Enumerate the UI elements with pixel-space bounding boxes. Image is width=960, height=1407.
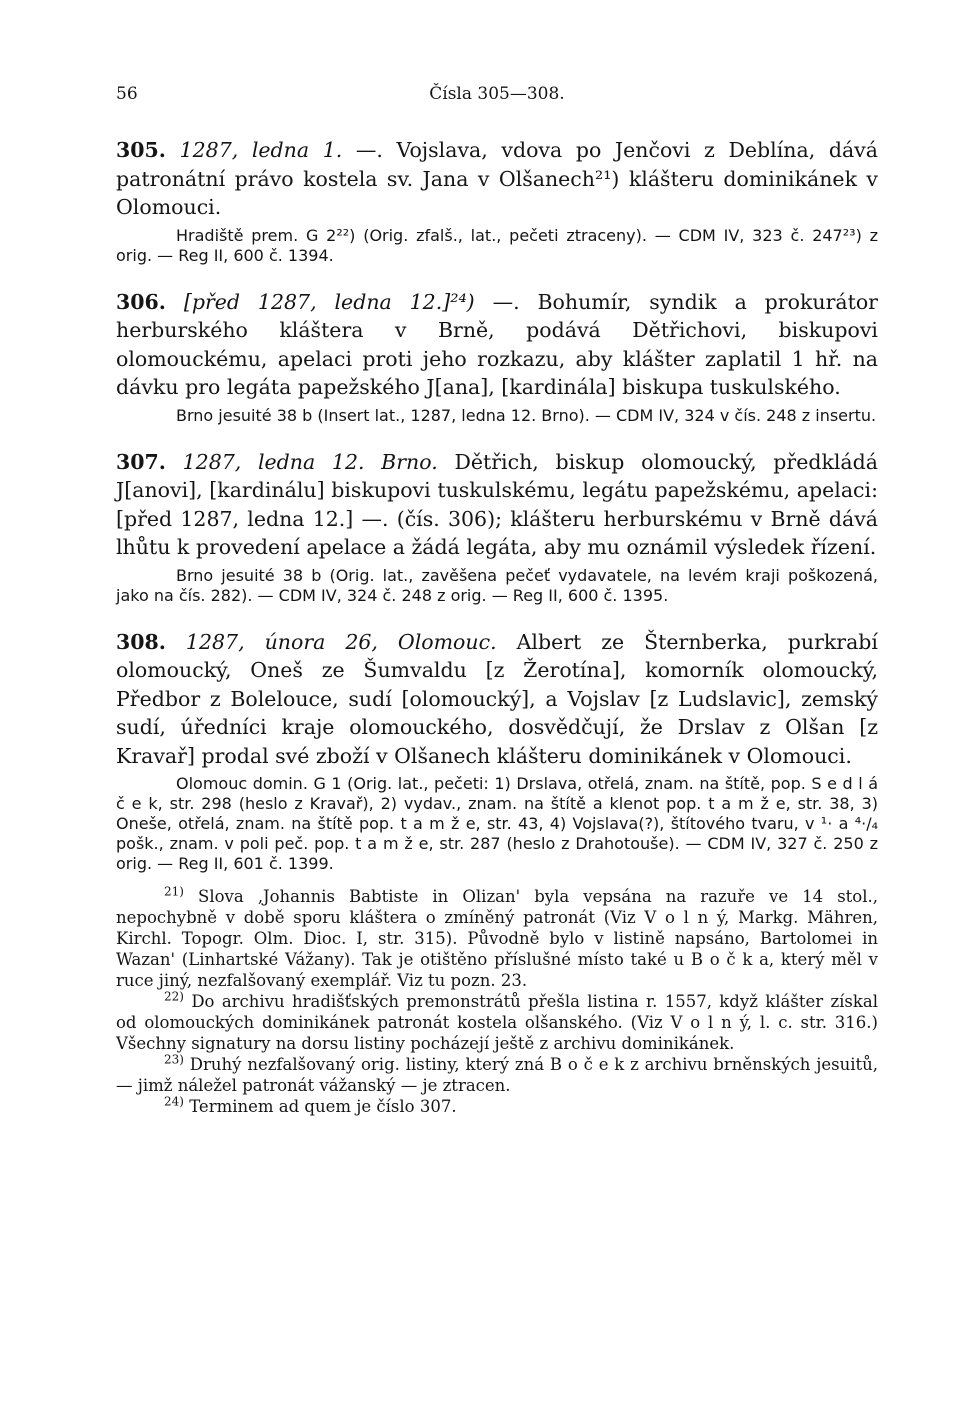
- page-number: 56: [116, 84, 138, 104]
- entry-date: 1287, února 26, Olomouc.: [185, 629, 497, 654]
- footnote-text: Slova ‚Johannis Babtiste in Olizan' byla vepsána na razuře ve 14 stol., nepochybně v době sporu kláštera o zmíněný patronát (Viz V o l n ý, Markg. Mähren, Kirchl. Topogr. Olm. Dioc. I, str. 315). Původně bylo v listině napsáno, Bartolomei in Wazan' (Linhartské Vážany). Tak je otištěno příslušné místo také u B o č k a, který měl v ruce jiný, nezfalšovaný exemplář. Viz tu pozn. 23.: [116, 887, 878, 990]
- footnote-text: Do archivu hradišťských premonstrátů přešla listina r. 1557, když klášter získal od olomouckých dominikánek patronát kostela olšanského. (Viz V o l n ý, l. c. str. 316.) Všechny signatury na dorsu listiny pocházejí ještě z archivu dominikánek.: [116, 992, 878, 1053]
- entry-text: Dětřich, biskup olomoucký, předkládá J[anovi], [kardinálu] biskupovi tuskulskému, legátu papežskému, apelaci: [před 1287, ledna 12.] —. (čís. 306); klášteru herburskému v Brně dává lhůtu k provedení apelace a žádá legáta, aby mu oznámil výsledek řízení.: [116, 449, 878, 559]
- entry-body: [116, 448, 878, 562]
- entry-source: [116, 566, 878, 606]
- entry-body: [116, 628, 878, 771]
- entry-text: —. Vojslava, vdova po Jenčovi z Deblína, dává patronátní právo kostela sv. Jana v Olšanech²¹) klášteru dominikánek v Olomouci.: [116, 138, 878, 219]
- running-head: [116, 84, 878, 114]
- entry-307: [116, 448, 878, 606]
- entry-date: 1287, ledna 1.: [179, 138, 343, 162]
- entry-source: [116, 774, 878, 874]
- entry-date: [před 1287, ledna 12.]²⁴): [183, 289, 475, 314]
- footnote-24: [116, 1096, 878, 1117]
- entry-305: [116, 136, 878, 266]
- footnote-mark: 24): [164, 1094, 184, 1109]
- entry-306: [116, 288, 878, 426]
- entry-source: [116, 406, 878, 426]
- footnote-text: Druhý nezfalšovaný orig. listiny, který zná B o č e k z archivu brněnských jesuitů, — jimž náležel patronát vážanský — je ztracen.: [116, 1055, 879, 1095]
- entry-body: [116, 136, 878, 222]
- footnotes: [116, 886, 878, 1117]
- running-title: Čísla 305—308.: [429, 84, 565, 104]
- footnote-mark: 21): [164, 884, 184, 899]
- entry-number: 308.: [116, 629, 166, 654]
- entry-source-text: Hradiště prem. G 2²²) (Orig. zfalš., lat., pečeti ztraceny). — CDM IV, 323 č. 247²³) z orig. — Reg II, 600 č. 1394.: [116, 225, 878, 265]
- footnote-22: [116, 991, 878, 1054]
- entry-source: [116, 226, 878, 266]
- footnote-mark: 23): [164, 1052, 184, 1067]
- entry-source-text: Brno jesuité 38 b (Orig. lat., zavěšena pečeť vydavatele, na levém kraji poškozená, jako na čís. 282). — CDM IV, 324 č. 248 z orig. — Reg II, 600 č. 1395.: [116, 565, 878, 605]
- footnote-mark: 22): [164, 989, 184, 1004]
- document-page: [116, 84, 878, 1117]
- entry-date: 1287, ledna 12. Brno.: [182, 449, 438, 474]
- footnote-23: [116, 1054, 878, 1096]
- entry-number: 305.: [116, 138, 166, 162]
- entry-number: 307.: [116, 449, 166, 474]
- entry-body: [116, 288, 878, 402]
- entry-source-text: Brno jesuité 38 b (Insert lat., 1287, ledna 12. Brno). — CDM IV, 324 v čís. 248 z insertu.: [176, 405, 877, 425]
- entry-text: Albert ze Šternberka, purkrabí olomoucký, Oneš ze Šumvaldu [z Žerotína], komorník olomoucký, Předbor z Bolelouce, sudí [olomoucký], a Vojslav [z Ludslavic], zemský sudí, úředníci kraje olomouckého, dosvědčují, že Drslav z Olšan [z Kravař] prodal své zboží v Olšanech klášteru dominikánek v Olomouci.: [116, 629, 878, 768]
- entry-308: [116, 628, 878, 875]
- footnote-text: Terminem ad quem je číslo 307.: [189, 1097, 457, 1116]
- entry-text: —. Bohumír, syndik a prokurátor herburského kláštera v Brně, podává Dětřichovi, biskupovi olomouckému, apelaci proti jeho rozkazu, aby klášter zaplatil 1 hř. na dávku pro legáta papežského J[ana], [kardinála] biskupa tuskulského.: [116, 289, 878, 399]
- entry-source-text: Olomouc domin. G 1 (Orig. lat., pečeti: 1) Drslava, otřelá, znam. na štítě, pop. S e d l á č e k, str. 298 (heslo z Kravař), 2) vydav., znam. na štítě a klenot pop. t a m ž e, str. 38, 3) Oneše, otřelá, znam. na štítě pop. t a m ž e, str. 43, 4) Vojslava(?), štítového tvaru, v ¹· a ⁴·/₄ pošk., znam. v poli peč. pop. t a m ž e, str. 287 (heslo z Drahotouše). — CDM IV, 327 č. 250 z orig. — Reg II, 601 č. 1399.: [116, 774, 878, 873]
- entry-number: 306.: [116, 289, 166, 314]
- footnote-21: [116, 886, 878, 991]
